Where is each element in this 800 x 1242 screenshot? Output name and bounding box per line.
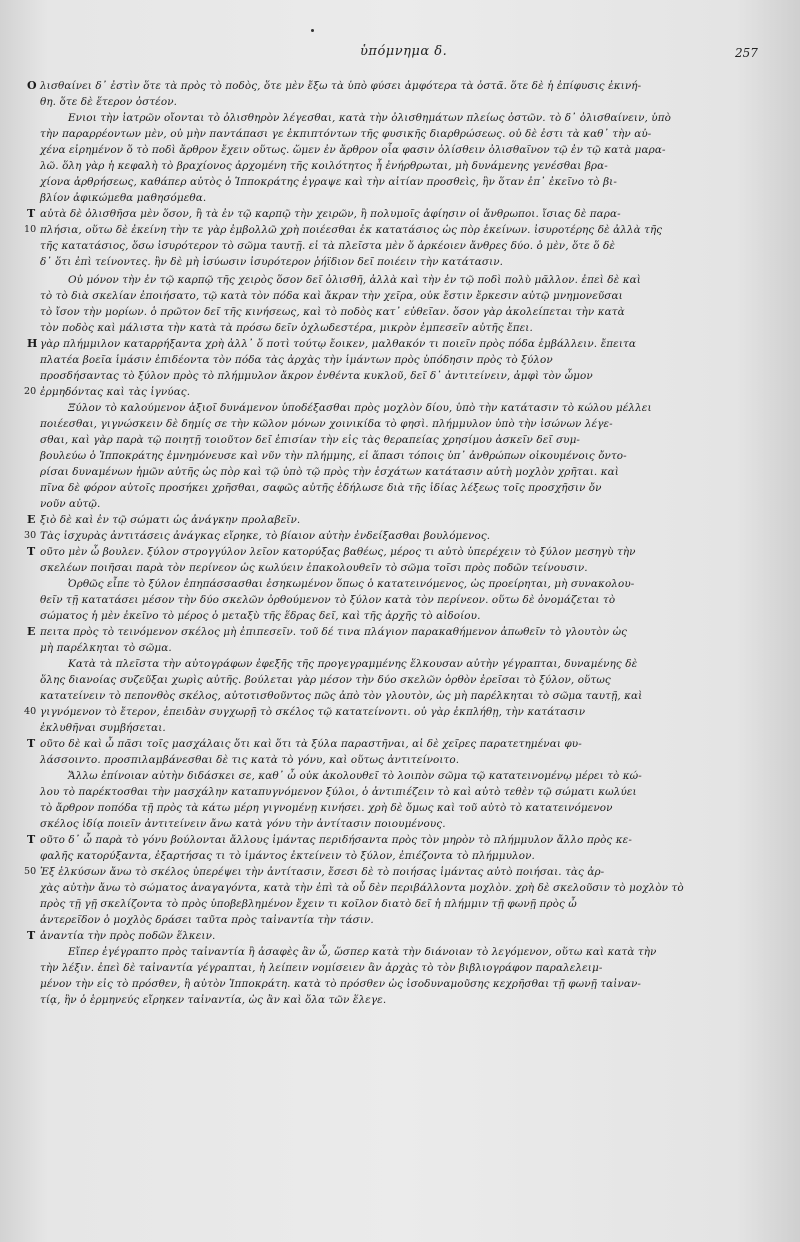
text-line [40, 416, 758, 432]
line-text: τὸ ἄρθρον ποπόδα τῇ πρὸς τὰ κάτω μέρη γιγνομένῃ κινήσει. χρὴ δὲ ὅμως καὶ τοῦ αὐτὸ τὸ κατατεινόμενον [40, 802, 613, 814]
line-text: φαλῆς κατορύξαντα, ἐξαρτήσας τι τὸ ἱμάντος ἐκτείνειν τὸ ξύλον, ἐπιέζοντα τὸ πλήμμυλον. [40, 850, 535, 862]
text-line [40, 238, 758, 254]
line-text: Ἐξ ἑλκύσων ἄνω τὸ σκέλος ὑπερέψει τὴν ἀντίτασιν, ἔσεσι δὲ τὸ ποιήσας ἱμάντας αὐτὸ ποιήσαι. τὰς ἀρ- [40, 866, 605, 878]
line-number: 30 [24, 530, 37, 541]
text-line [40, 496, 758, 512]
line-text: Ξύλον τὸ καλούμενον ἀξιοῖ δυνάμενον ὑποδέξασθαι πρὸς μοχλὸν δίου, ὑπὸ τὴν κατάτασιν τὸ κώλου μέλλει [68, 402, 652, 414]
text-line [24, 704, 758, 720]
text-line [40, 190, 758, 206]
line-text: τὴν παραρρέοντων μὲν, οὐ μὴν παντάπασι γε ἐκπιπτόντων τῆς φυσικῆς διαρθρώσεως. οὐ δὲ ἐστι τὰ καθ᾽ τὴν αὐ- [40, 128, 652, 140]
line-text: χίονα ἀρθρήσεως, καθάπερ αὐτὸς ὁ Ἱπποκράτης ἐγραψε καὶ τὴν αἰτίαν προσθεὶς, ἣν ὅταν ἐπ᾽ ἐκεῖνο τὸ βι- [40, 176, 617, 188]
line-text: λῶ. ὅλη γὰρ ἡ κεφαλὴ τὸ βραχίονος ἀρχομένη τῆς κοιλότητος ἧ ἐνήρθρωται, μὴ δυνάμενης γενέσθαι βρα- [40, 160, 608, 172]
running-head: ὑπόμνημα δ. [360, 44, 448, 59]
line-text: αὐτὰ δὲ ὀλισθῆσα μὲν ὅσον, ἢ τὰ ἐν τῷ καρπῷ τὴν χειρῶν, ἢ πολυμοῖς ἀφίησιν οἱ ἄνθρωποι. ἴσιας δὲ παρα- [40, 208, 621, 220]
line-text: Ενιοι τὴν ἰατρῶν οἴονται τὸ ὀλισθηρὸν λέγεσθαι, κατὰ τὴν ὀλισθημάτων πλείως ὀστῶν. τὸ δ᾽ ὀλισθαίνειν, ὑπὸ [68, 112, 672, 124]
text-line [24, 384, 758, 400]
line-text: Ἄλλω ἐπίνοιαν αὐτὴν διδάσκει σε, καθ᾽ ὦ οὐκ ἀκολουθεῖ τὸ λοιπὸν σῶμα τῷ κατατεινομένῳ μέρει τὸ κώ- [68, 770, 642, 782]
line-text: ἀντερεῖδον ὁ μοχλὸς δράσει ταῦτα πρὸς ταἰναντία τὴν τάσιν. [40, 914, 374, 926]
line-text: ἐρμηδόντας καὶ τὰς ἰγνύας. [40, 386, 191, 398]
text-line [40, 912, 758, 928]
text-line [40, 560, 758, 576]
text-line [24, 864, 758, 880]
text-line [40, 848, 758, 864]
line-text: σκελέων ποιῆσαι παρὰ τὸν περίνεον ὡς κωλύειν ἐπακολουθεῖν τὸ σῶμα τοῖσι πρὸς ποδῶν τείνουσιν. [40, 562, 588, 574]
text-line [27, 928, 758, 944]
text-line [40, 576, 758, 592]
line-text: τῆς κατατάσιος, ὅσω ἰσυρότερον τὸ σῶμα ταυτῇ. εἰ τὰ πλεῖστα μὲν ὅ ἀρκέοιεν ἄνθρες δύο. ὁ μὲν, ὅτε ὅ δὲ [40, 240, 616, 252]
line-text: τὸν ποδὸς καὶ μάλιστα τὴν κατὰ τὰ πρόσω δεῖν ὀχλωδεστέρα, μικρὸν ἐμπεσεῖν αὐτῆς ἔπει. [40, 322, 533, 334]
text-line [40, 976, 758, 992]
text-line [40, 320, 758, 336]
paragraph-initial: Τ [27, 929, 36, 942]
text-line [40, 752, 758, 768]
line-text: σώματος ἡ μὲν ἐκεῖνο τὸ μέρος ὁ μεταξὺ τῆς ἕδρας δεῖ, καὶ τῆς ἀρχῆς τὸ αἰδοίου. [40, 610, 481, 622]
text-line [40, 288, 758, 304]
line-text: νοῦν αὐτῷ. [40, 498, 101, 510]
line-text: προσδήσαντας τὸ ξύλον πρὸς τὸ πλήμμυλον ἄκρον ἐνθέντα κυκλοῦ, δεῖ δ᾽ ἀντιτείνειν, ἀμφὶ τὸν ὦμον [40, 370, 593, 382]
text-line [40, 94, 758, 110]
text-line [24, 222, 758, 238]
text-line [40, 368, 758, 384]
paragraph-initial: Ο [27, 79, 37, 92]
paragraph-initial: Τ [27, 545, 36, 558]
line-text: Κατὰ τὰ πλεῖστα τὴν αὐτογράφων ἐφεξῆς τῆς προγεγραμμένης ἕλκουσαν αὐτὴν γέγραπται, δυναμένης δὲ [68, 658, 638, 670]
text-line [40, 272, 758, 288]
line-text: πῖνα δὲ φόρον αὐτοῖς προσήκει χρῆσθαι, σαφῶς αὐτῆς ἐδήλωσε διὰ τῆς ἰδίας λέξεως τοῖς προσχῆσιν ὄν [40, 482, 602, 494]
line-text: βλίον ἀφικώμεθα μαθησόμεθα. [40, 192, 207, 204]
line-text: κατατείνειν τὸ πεπονθὸς σκέλος, αὐτοτισθοῦντος πῶς ἀπὸ τὸν γλουτὸν, ὡς μὴ παρέλκηται τὸ σῶμα ταυτῇ, καὶ [40, 690, 643, 702]
text-line [40, 254, 758, 270]
text-line [40, 448, 758, 464]
text-line [40, 158, 758, 174]
text-line [27, 336, 758, 352]
paragraph-initial: Τ [27, 207, 36, 220]
text-line [40, 880, 758, 896]
text-line [27, 512, 758, 528]
text-line [40, 352, 758, 368]
line-text: Ὀρθῶς εἶπε τὸ ξύλον ἐπηπάσσασθαι ἐσηκωμένον ὅπως ὁ κατατεινόμενος, ὡς προείρηται, μὴ συνακολου- [68, 578, 635, 590]
line-text: τὸ ἴσον τὴν μορίων. ὁ πρῶτον δεῖ τῆς κινήσεως, καὶ τὸ ποδὸς κατ᾽ εὐθεῖαν. ὅσον γὰρ ἀκολείπεται τὴν κατὰ [40, 306, 625, 318]
text-line [40, 784, 758, 800]
paragraph-initial: Τ [27, 833, 36, 846]
text-line [40, 304, 758, 320]
line-number: 50 [24, 866, 37, 877]
commentary-text [24, 78, 758, 1008]
text-line [40, 400, 758, 416]
text-line [40, 464, 758, 480]
text-line [40, 432, 758, 448]
line-text: σκέλος ἰδίᾳ ποιεῖν ἀντιτείνειν ἄνω κατὰ γόνυ τὴν ἀντίτασιν ποιουμένους. [40, 818, 446, 830]
line-text: μὴ παρέλκηται τὸ σῶμα. [40, 642, 172, 654]
line-text: θη. ὅτε δὲ ἕτερον ὀστέον. [40, 96, 178, 108]
paragraph-initial: Η [27, 337, 38, 350]
line-text: χὰς αὐτὴν ἄνω τὸ σώματος ἀναγαγόντα, κατὰ τὴν ἐπὶ τὰ οὗ δὲν περιβάλλοντα μοχλὸν. χρὴ δὲ σκελοῦσιν τὸ μοχλὸν τὸ [40, 882, 684, 894]
line-text: μένον τὴν εἰς τὸ πρόσθεν, ἢ αὐτὸν Ἱπποκράτη. κατὰ τὸ πρόσθεν ὡς ἰσοδυναμοῦσης κεχρῆσθαι τῇ φωνῇ ταἰναν- [40, 978, 642, 990]
line-text: γιγνόμενον τὸ ἔτερον, ἐπειδὰν συγχωρῇ τὸ σκέλος τῷ κατατείνοντι. οὐ γὰρ ἐκπλήθῃ, τὴν κατάτασιν [40, 706, 586, 718]
text-line [40, 640, 758, 656]
line-text: πλήσια, οὕτω δὲ ἐκείνη τὴν τε γὰρ ἐμβολλῶ χρὴ ποιέεσθαι ἐκ κατατάσιος ὡς πὸρ ἐκείνων. ἰσυροτέρης δὲ ἀλλὰ τῆς [40, 224, 663, 236]
line-text: χένα εἰρημένον ὅ τὸ ποδὶ ἄρθρον ἔχειν οὕτως. ὥμεν ἐν ἄρθρον οἷα φασιν ὀλίσθειν ὀλισθαῖνον τῷ ἐν τῷ κατὰ μαρα- [40, 144, 666, 156]
paragraph-initial: Ε [27, 625, 36, 638]
text-line [40, 126, 758, 142]
line-text: λου τὸ παρέκτοσθαι τὴν μασχάλην καταπυγνόμενον ξύλοι, ὁ ἀντιπιέζειν τὸ καὶ αὐτὸ τεθὲν τῷ σώματι κωλύει [40, 786, 637, 798]
text-line [40, 720, 758, 736]
text-line [40, 816, 758, 832]
text-line [40, 656, 758, 672]
text-line [40, 944, 758, 960]
text-line [40, 960, 758, 976]
text-line [40, 768, 758, 784]
text-line [27, 832, 758, 848]
line-text: Οὐ μόνον τὴν ἐν τῷ καρπῷ τῆς χειρὸς ὅσον δεῖ ὀλισθῆ, ἀλλὰ καὶ τὴν ἐν τῷ ποδὶ πολὺ μᾶλλον. ἐπεὶ δὲ καὶ [68, 274, 641, 286]
line-text: ἀναντία τὴν πρὸς ποδῶν ἕλκειν. [40, 930, 216, 942]
text-line [40, 896, 758, 912]
text-line [40, 688, 758, 704]
text-line [27, 624, 758, 640]
text-line [27, 544, 758, 560]
line-text: σθαι, καὶ γὰρ παρὰ τῷ ποιητῇ τοιοῦτον δεῖ ἐπισίαν τὴν εἰς τὰς θεραπείας χρησίμου ἀσκεῖν δεῖ συμ- [40, 434, 581, 446]
text-line [40, 992, 758, 1008]
paragraph-initial: Τ [27, 737, 36, 750]
text-line [27, 78, 758, 94]
line-text: ξιὸ δὲ καὶ ἐν τῷ σώματι ὡς ἀνάγκην προλαβεῖν. [40, 514, 301, 526]
text-line [24, 528, 758, 544]
line-number: 20 [24, 386, 37, 397]
line-text: λισθαίνει δ᾽ ἐστὶν ὅτε τὰ πρὸς τὸ ποδὸς, ὅτε μὲν ἔξω τὰ ὑπὸ φύσει ἀμφότερα τὰ ὀστᾶ. ὅτε δὲ ἡ ἐπίφυσις ἐκινή- [40, 80, 642, 92]
line-text: οῦτο μὲν ὦ βουλεν. ξύλον στρογγύλον λεῖον κατορύξας βαθέως, μέρος τι αὐτὸ ὑπερέχειν τὸ ξύλον μεσηγὺ τὴν [40, 546, 636, 558]
line-text: ποιέεσθαι, γιγνώσκειν δὲ δημίς σε τὴν κῶλον μόνων χοινικίδα τὸ φησὶ. πλήμμυλον ὑπὸ τὴν ἰσώνων λέγε- [40, 418, 613, 430]
line-text: ρίσαι δυναμένων ἡμῶν αὐτῆς ὡς πὸρ καὶ τῷ ὑπὸ τῷ πρὸς τὴν ἐσχάτων κατάτασιν αὐτὴ μοχλὸν χρῆται. καὶ [40, 466, 619, 478]
paragraph-initial: Ε [27, 513, 36, 526]
line-text: οῦτο δ᾽ ὦ παρὰ τὸ γόνυ βούλονται ἄλλους ἱμάντας περιδήσαντα πρὸς τὸν μηρὸν τὸ πλήμμυλον ἄλλο πρὸς κε- [40, 834, 632, 846]
ink-speck [311, 29, 314, 32]
text-line [40, 110, 758, 126]
line-text: πειτα πρὸς τὸ τεινόμενον σκέλος μὴ ἐπιπεσεῖν. τοῦ δέ τινα πλάγιον παρακαθήμενον ἀπωθεῖν τὸ γλουτὸν ὡς [40, 626, 628, 638]
line-text: Τὰς ἰσχυρὰς ἀντιτάσεις ἀνάγκας εἴρηκε, τὸ βίαιον αὐτὴν ἐνδείξασθαι βουλόμενος. [40, 530, 491, 542]
line-text: πρὸς τῇ γῇ σκελίζοντα τὸ πρὸς ὑποβεβλημένον ἔχειν τι κοῖλον διατὸ δεῖ ἡ πλήμμιν τῇ φωνῇ πρὸς ὦ [40, 898, 577, 910]
text-line [40, 592, 758, 608]
line-text: γὰρ πλήμμιλον καταρρήξαντα χρὴ ἀλλ᾽ ὅ ποτὶ τούτῳ ἔοικεν, μαλθακόν τι ποιεῖν πρὸς πόδα ἐμβάλλειν. ἔπειτα [40, 338, 636, 350]
text-line [40, 174, 758, 190]
line-text: Εἴπερ ἐγέγραπτο πρὸς ταἰναντία ἢ ἀσαφὲς ἂν ὦ, ὥσπερ κατὰ τὴν διάνοιαν τὸ λεγόμενον, οὕτω καὶ κατὰ τὴν [68, 946, 657, 958]
page-number: 257 [735, 46, 758, 60]
text-line [40, 800, 758, 816]
text-line [40, 480, 758, 496]
line-text: θεῖν τῇ κατατάσει μέσον τὴν δύο σκελῶν ὀρθούμενον τὸ ξύλον κατὰ τὸν περίνεον. οὕτω δὲ ὀνομάζεται τὸ [40, 594, 616, 606]
text-line [27, 206, 758, 222]
line-text: ἐκλυθῆναι συμβήσεται. [40, 722, 166, 734]
text-line [40, 142, 758, 158]
line-number: 40 [24, 706, 37, 717]
line-text: τὸ τὸ διὰ σκελίαν ἐποιήσατο, τῷ κατὰ τὸν πόδα καὶ ἄκραν τὴν χεῖρα, οὐκ ἔστιν ἔρκεσιν αὐτῷ μνημονεῦσαι [40, 290, 623, 302]
line-text: πλατέα βοεῖα ἱμάσιν ἐπιδέοντα τὸν πόδα τὰς ἀρχὰς τὴν ἱμάντων πρὸς ὑπόδησιν πρὸς τὸ ξύλον [40, 354, 553, 366]
text-line [40, 672, 758, 688]
line-text: δ᾽ ὅτι ἐπὶ τείνοντες. ἢν δὲ μὴ ἰσύωσιν ἰσυρότερον ῥήϊδιον δεῖ ποιέειν τὴν κατάτασιν. [40, 256, 504, 268]
line-text: βουλεύω ὁ Ἱπποκράτης ἐμνημόνευσε καὶ νῦν τὴν πλήμμης, εἰ ἅπασι τόποις ὑπ᾽ ἀνθρώπων οἰκουμένοις ὄντο- [40, 450, 627, 462]
page-header [0, 44, 800, 68]
text-line [27, 736, 758, 752]
line-text: οῦτο δὲ καὶ ὦ πᾶσι τοῖς μασχάλαις ὅτι καὶ ὅτι τὰ ξύλα παραστῆναι, αἱ δὲ χεῖρες παρατετημέναι φυ- [40, 738, 582, 750]
line-text: τίᾳ, ἣν ὁ ἑρμηνεύς εἴρηκεν ταἰναντία, ὡς ἂν καὶ ὅλα τῶν ἕλεγε. [40, 994, 387, 1006]
line-number: 10 [24, 224, 37, 235]
line-text: λάσσοιντο. προσπιλαμβάνεσθαι δὲ τις κατὰ τὸ γόνυ, καὶ οὕτως ἀντιτείνοιτο. [40, 754, 460, 766]
line-text: τὴν λέξιν. ἐπεὶ δὲ ταἰναντία γέγραπται, ἡ λείπειν νομίσειεν ἂν ἀρχὰς τὸ τὸν βιβλιογράφον παραλελειμ- [40, 962, 603, 974]
line-text: ὅλης διανοίας συζεῦξαι χωρὶς αὐτῆς. βούλεται γὰρ μέσον τὴν δύο σκελῶν ὀρθὸν ἐρεῖσαι τὸ ξύλον, οὕτως [40, 674, 611, 686]
text-line [40, 608, 758, 624]
